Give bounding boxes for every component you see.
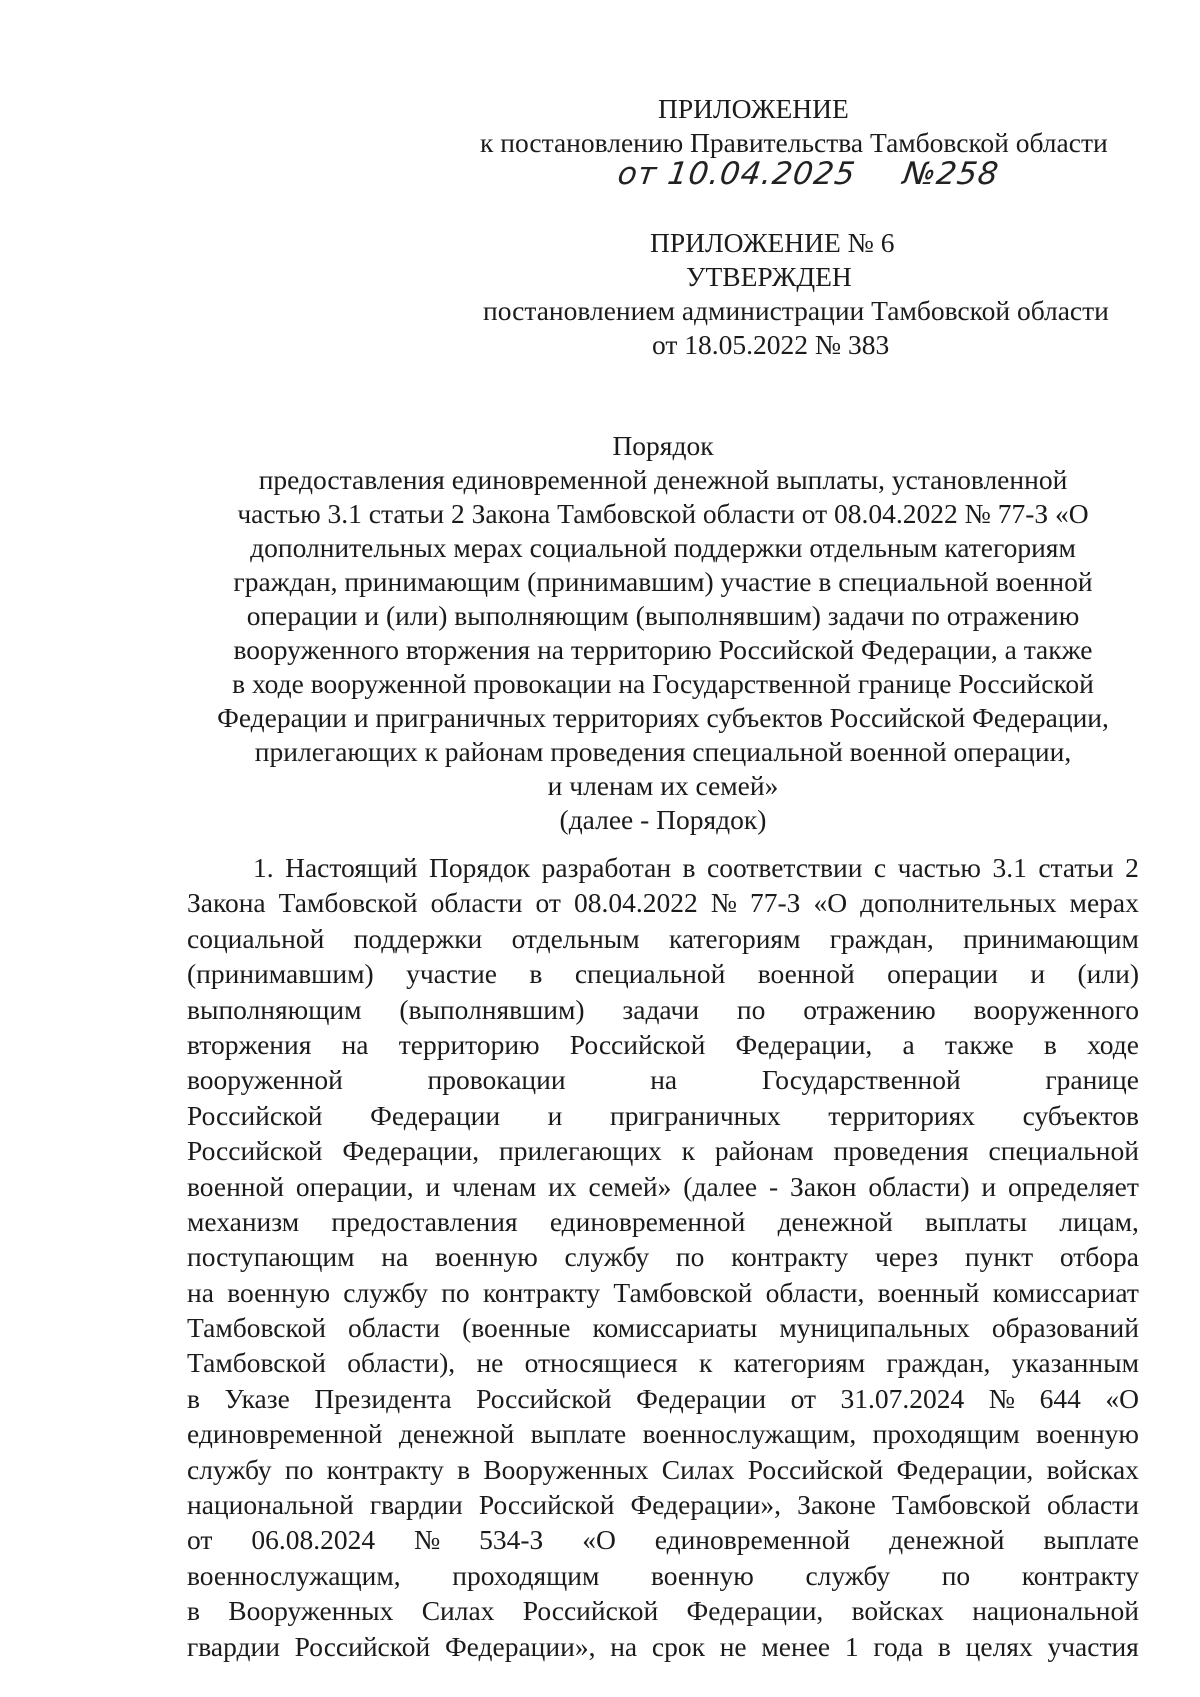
body-word: лицам, xyxy=(1059,1205,1139,1237)
body-word: выполняющим xyxy=(187,993,362,1025)
body-word: военной xyxy=(757,958,855,990)
body-word: к xyxy=(698,1347,713,1379)
body-word: (или) xyxy=(1077,958,1139,990)
body-line xyxy=(187,1204,1139,1239)
body-word: и xyxy=(981,1170,997,1202)
body-word: граждан, xyxy=(829,922,934,954)
body-word: (принимавшим) xyxy=(187,958,374,990)
body-word: граждан, xyxy=(886,1347,991,1379)
body-word: к xyxy=(681,1135,696,1167)
handwritten-number: №258 xyxy=(900,156,1002,192)
body-word: войсках xyxy=(1046,1453,1139,1485)
body-word: Российской xyxy=(187,1135,323,1167)
body-word: с xyxy=(873,852,887,883)
body-word: проходящим xyxy=(452,1559,600,1591)
body-word: области), xyxy=(347,1347,456,1379)
body-word: отбора xyxy=(1059,1241,1139,1273)
body-word: целях xyxy=(965,1630,1033,1662)
body-word: Президента xyxy=(314,1382,452,1414)
body-word: специальной xyxy=(574,958,726,990)
body-word: области xyxy=(1046,1489,1139,1521)
body-word: территорию xyxy=(398,1028,540,1060)
body-word: от xyxy=(535,887,561,919)
body-word: менее xyxy=(761,1630,831,1662)
body-word: от xyxy=(187,1524,213,1556)
body-word: в xyxy=(457,1453,471,1485)
body-word: по xyxy=(675,1241,705,1273)
body-word: контракту xyxy=(326,1453,444,1485)
body-word: участие xyxy=(406,958,497,990)
body-word: ходе xyxy=(1087,1028,1139,1060)
body-word: национальной xyxy=(972,1595,1139,1627)
body-line xyxy=(187,1593,1139,1628)
body-word: мерах xyxy=(1069,887,1139,919)
body-word: социальной xyxy=(187,922,325,954)
body-word: Силах xyxy=(661,1453,735,1485)
body-line xyxy=(187,1487,1139,1522)
body-word: Федерации xyxy=(636,1382,767,1414)
body-word: не xyxy=(476,1347,504,1379)
body-word: 06.08.2024 xyxy=(251,1524,376,1556)
body-word: задачи xyxy=(622,993,700,1025)
body-word: единовременной xyxy=(187,1418,383,1450)
body-line xyxy=(187,992,1139,1027)
title-line: прилегающих к районам проведения специальной военной операции, xyxy=(254,736,1072,767)
body-word: поступающим xyxy=(187,1241,355,1273)
body-word: 77-З xyxy=(750,887,801,919)
body-word: (военные xyxy=(462,1312,571,1344)
body-word: военную xyxy=(227,1276,331,1308)
body-word: не xyxy=(719,1630,747,1662)
body-word: по xyxy=(441,1276,470,1308)
body-word: отдельным xyxy=(511,922,640,954)
body-word: 644 xyxy=(1039,1382,1081,1414)
title-line: Федерации и приграничных территориях субъектов Российской Федерации, xyxy=(217,702,1109,733)
body-word: и xyxy=(547,1099,563,1131)
body-word: денежной xyxy=(398,1418,515,1450)
body-word: Федерации, xyxy=(735,1028,873,1060)
body-line xyxy=(187,1062,1139,1097)
body-word: срок xyxy=(651,1630,705,1662)
body-word: года xyxy=(873,1630,924,1662)
body-line xyxy=(187,921,1139,956)
body-word: определяет xyxy=(1008,1170,1139,1202)
body-word: № xyxy=(413,1524,441,1556)
body-word: по xyxy=(736,993,766,1025)
body-line xyxy=(187,1416,1139,1451)
body-word: Указе xyxy=(224,1382,290,1414)
body-word: границе xyxy=(1045,1064,1139,1096)
body-word: № xyxy=(988,1382,1016,1414)
title-line: вооруженного вторжения на территорию Российской Федерации, а также xyxy=(233,634,1093,665)
body-word: указанным xyxy=(1011,1347,1139,1379)
body-word: 1. xyxy=(253,852,274,883)
body-line xyxy=(187,885,1139,920)
body-word: Порядок xyxy=(429,852,531,883)
body-word: предоставления xyxy=(331,1205,518,1237)
body-word: военную xyxy=(1036,1418,1139,1450)
body-word: Российской xyxy=(522,1595,659,1627)
title-line: в ходе вооруженной провокации на Государственной границе Российской xyxy=(232,668,1094,699)
body-word: по xyxy=(284,1453,314,1485)
body-word: 31.07.2024 xyxy=(840,1382,965,1414)
body-word: 2 xyxy=(1125,852,1139,883)
body-word: контракту xyxy=(482,1276,601,1308)
body-line xyxy=(187,1558,1139,1593)
body-word: по xyxy=(941,1559,971,1591)
body-word: от xyxy=(790,1382,816,1414)
title-line: (далее - Порядок) xyxy=(559,804,767,835)
body-line xyxy=(187,1345,1139,1380)
body-word: провокации xyxy=(427,1064,566,1096)
body-word: Федерации, xyxy=(342,1135,480,1167)
body-word: Тамбовской xyxy=(613,1276,753,1308)
body-word: Силах xyxy=(421,1595,495,1627)
body-word: через xyxy=(874,1241,939,1273)
body-word: службу xyxy=(187,1453,272,1485)
body-word: (далее xyxy=(683,1170,758,1202)
title-line: дополнительных мерах социальной поддержки отдельным категориям xyxy=(250,532,1076,563)
body-word: муниципальных xyxy=(779,1312,970,1344)
body-word: в xyxy=(187,1595,200,1627)
title-line: Порядок xyxy=(612,430,714,461)
body-word: участия xyxy=(1047,1630,1139,1662)
title-line: граждан, принимающим (принимавшим) участие в специальной военной xyxy=(233,566,1093,597)
body-word: Российской xyxy=(747,1453,884,1485)
body-word: категориям xyxy=(733,1347,866,1379)
body-word: принимающим xyxy=(963,922,1139,954)
body-word: № xyxy=(710,887,737,919)
body-line xyxy=(187,1098,1139,1133)
body-word: вооруженного xyxy=(973,993,1139,1025)
body-word: на xyxy=(610,1630,638,1662)
body-word: отражению xyxy=(803,993,936,1025)
body-word: в xyxy=(682,852,696,883)
body-word: Федерации xyxy=(370,1099,501,1131)
body-word: области) xyxy=(868,1170,970,1202)
body-word: Федерации, xyxy=(686,1595,824,1627)
body-word: Российской xyxy=(569,1028,706,1060)
body-word: Государственной xyxy=(761,1064,961,1096)
body-word: единовременной xyxy=(654,1524,851,1556)
body-word: Федерации», xyxy=(630,1489,782,1521)
body-word: (выполнявшим) xyxy=(399,993,585,1025)
body-line xyxy=(187,1239,1139,1274)
body-word: 534-З xyxy=(479,1524,544,1556)
body-word: также xyxy=(944,1028,1014,1060)
body-word: контракту xyxy=(1021,1559,1139,1591)
body-word: комиссариат xyxy=(992,1276,1139,1308)
handwritten-date-number xyxy=(615,156,1001,192)
body-word: на xyxy=(341,1028,369,1060)
body-word: Российской xyxy=(476,1382,612,1414)
body-word: вторжения xyxy=(187,1028,312,1060)
body-word: 3.1 xyxy=(992,852,1027,883)
approved-label: УТВЕРЖДЕН xyxy=(686,261,852,292)
body-word: войсках xyxy=(851,1595,944,1627)
body-word: контракту xyxy=(731,1241,849,1273)
body-word: Закон xyxy=(790,1170,857,1202)
body-word: поддержки xyxy=(353,922,483,954)
body-word: военнослужащим, xyxy=(642,1418,857,1450)
body-line xyxy=(187,1381,1139,1416)
body-word: области, xyxy=(765,1276,865,1308)
body-word: службу xyxy=(343,1276,428,1308)
body-word: комиссариаты xyxy=(592,1312,758,1344)
body-word: Тамбовской xyxy=(278,887,418,919)
body-word: разработан xyxy=(541,852,672,883)
body-word: частью xyxy=(897,852,981,883)
body-word: Тамбовской xyxy=(187,1312,326,1344)
body-word: Федерации, xyxy=(896,1453,1034,1485)
title-line: и членам их семей» xyxy=(547,770,779,801)
body-word: операции xyxy=(887,958,998,990)
body-word: Тамбовской xyxy=(187,1347,326,1379)
body-word: проведения xyxy=(833,1135,969,1167)
body-word: проходящим xyxy=(872,1418,1020,1450)
body-word: выплате xyxy=(1043,1524,1139,1556)
body-word: военный xyxy=(877,1276,980,1308)
body-word: Закона xyxy=(187,887,266,919)
body-word: на xyxy=(187,1276,214,1308)
body-word: в xyxy=(937,1630,951,1662)
body-word: пункт xyxy=(964,1241,1034,1273)
body-word: их xyxy=(548,1170,577,1202)
title-line: предоставления единовременной денежной выплаты, установленной xyxy=(258,464,1068,495)
body-word: Вооруженных xyxy=(228,1595,394,1627)
body-word: денежной xyxy=(777,1205,893,1237)
body-word: субъектов xyxy=(1022,1099,1139,1131)
body-word: денежной xyxy=(889,1524,1005,1556)
body-line xyxy=(187,1169,1139,1204)
body-word: военнослужащим, xyxy=(187,1559,401,1591)
body-word: территориях xyxy=(828,1099,975,1131)
body-word: категориям xyxy=(668,922,801,954)
body-word: в xyxy=(529,958,543,990)
body-word: национальной xyxy=(187,1489,354,1521)
body-word: 1 xyxy=(844,1630,859,1662)
body-line xyxy=(187,956,1139,991)
body-line xyxy=(187,1310,1139,1345)
body-word: 08.04.2022 xyxy=(573,887,698,919)
appendix-title: ПРИЛОЖЕНИЕ xyxy=(658,93,849,124)
body-word: относящиеся xyxy=(524,1347,678,1379)
body-word: статьи xyxy=(1038,852,1114,883)
body-word: дополнительных xyxy=(860,887,1057,919)
body-line xyxy=(187,850,1139,885)
title-line: операции и (или) выполняющим (выполнявшим) задачи по отражению xyxy=(246,600,1080,631)
body-line xyxy=(187,1629,1139,1664)
body-word: Тамбовской xyxy=(891,1489,1031,1521)
body-word: Вооруженных xyxy=(483,1453,649,1485)
body-word: а xyxy=(902,1028,915,1060)
body-word: выплаты xyxy=(925,1205,1028,1237)
body-word: образований xyxy=(991,1312,1139,1344)
body-word: и xyxy=(425,1170,441,1202)
body-line xyxy=(187,1522,1139,1557)
body-line xyxy=(187,1275,1139,1310)
body-word: военную xyxy=(651,1559,754,1591)
body-word: на xyxy=(381,1241,409,1273)
body-word: Законе xyxy=(797,1489,876,1521)
body-word: Настоящий xyxy=(285,852,418,883)
body-word: единовременной xyxy=(549,1205,746,1237)
body-word: Российской xyxy=(187,1099,323,1131)
body-line xyxy=(187,1452,1139,1487)
body-word: Российской xyxy=(478,1489,615,1521)
body-word: военной xyxy=(187,1170,284,1202)
handwritten-date: от 10.04.2025 xyxy=(615,156,858,192)
body-word: «О xyxy=(813,887,848,919)
title-line: частью 3.1 статьи 2 Закона Тамбовской области от 08.04.2022 № 77-З «О xyxy=(237,498,1089,529)
body-word: в xyxy=(1043,1028,1057,1060)
body-word: в xyxy=(187,1382,200,1414)
body-word: гвардии xyxy=(187,1630,280,1662)
body-word: «О xyxy=(582,1524,616,1556)
appendix6-title: ПРИЛОЖЕНИЕ № 6 xyxy=(650,227,895,258)
body-word: на xyxy=(650,1064,678,1096)
approved-by-line: постановлением администрации Тамбовской области xyxy=(483,295,1109,326)
paragraph-1 xyxy=(187,850,1139,1664)
body-word: службу xyxy=(805,1559,891,1591)
body-word: вооруженной xyxy=(187,1064,343,1096)
body-line xyxy=(187,1027,1139,1062)
body-word: службу xyxy=(564,1241,650,1273)
body-word: области xyxy=(348,1312,440,1344)
body-word: семей» xyxy=(588,1170,672,1202)
body-word: специальной xyxy=(988,1135,1139,1167)
body-line xyxy=(187,1133,1139,1168)
body-word: «О xyxy=(1105,1382,1139,1414)
body-word: выплате xyxy=(530,1418,627,1450)
appendix-to-line: к постановлению Правительства Тамбовской области xyxy=(480,127,1108,158)
body-word: - xyxy=(768,1170,779,1202)
body-word: Федерации», xyxy=(444,1630,596,1662)
body-word: Российской xyxy=(294,1630,431,1662)
body-word: гвардии xyxy=(369,1489,463,1521)
body-word: и xyxy=(1030,958,1046,990)
body-word: членам xyxy=(452,1170,537,1202)
body-word: механизм xyxy=(187,1205,300,1237)
body-word: районам xyxy=(714,1135,814,1167)
body-word: соответствии xyxy=(707,852,863,883)
body-word: прилегающих xyxy=(499,1135,662,1167)
approved-date-line: от 18.05.2022 № 383 xyxy=(652,329,890,360)
body-word: области xyxy=(430,887,523,919)
body-word: приграничных xyxy=(610,1099,781,1131)
body-word: операции, xyxy=(295,1170,414,1202)
body-word: военную xyxy=(434,1241,538,1273)
